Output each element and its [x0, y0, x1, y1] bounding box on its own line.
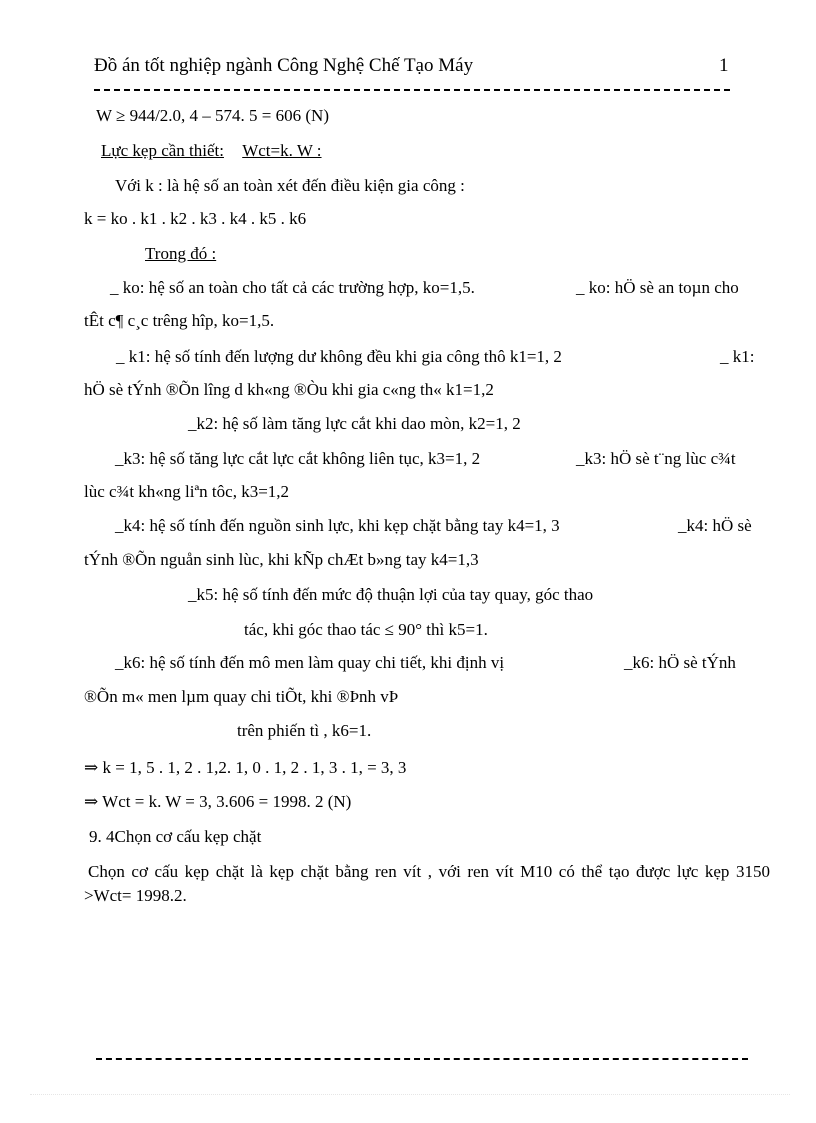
ko-description: _ ko: hệ số an toàn cho tất cả các trường hợp, ko=1,5. — [110, 278, 475, 297]
k5-description-cont: tác, khi góc thao tác ≤ 90° thì k5=1. — [244, 620, 488, 639]
k6-description-cont: trên phiến tì , k6=1. — [237, 721, 372, 740]
header-title: Đồ án tốt nghiệp ngành Công Nghệ Chế Tạo Máy — [94, 55, 474, 76]
k6-description: _k6: hệ số tính đến mô men làm quay chi tiết, khi định vị — [115, 653, 505, 672]
k1-description-legacy-cont: hÖ sè tÝnh ®Õn lîng d kh«ng ®Òu khi gia c«ng th« k1=1,2 — [84, 380, 494, 399]
safety-factor-formula: k = ko . k1 . k2 . k3 . k4 . k5 . k6 — [84, 209, 307, 228]
header-divider — [94, 89, 730, 91]
k2-description: _k2: hệ số làm tăng lực cắt khi dao mòn, k2=1, 2 — [188, 414, 521, 433]
section-heading-9-4: 9. 4Chọn cơ cấu kẹp chặt — [89, 827, 262, 846]
where-heading: Trong đó : — [145, 244, 217, 263]
k3-description-legacy: _k3: hÖ sè t¨ng lùc c¾t — [576, 449, 736, 468]
ko-description-legacy: _ ko: hÖ sè an toµn cho — [576, 278, 739, 297]
k6-description-legacy-cont: ®Õn m« men lµm quay chi tiÕt, khi ®Þnh vÞ — [84, 687, 399, 706]
k1-description-legacy: _ k1: — [720, 347, 755, 366]
wct-result: ⇒ Wct = k. W = 3, 3.606 = 1998. 2 (N) — [84, 792, 352, 811]
k5-description: _k5: hệ số tính đến mức độ thuận lợi của tay quay, góc thao — [188, 585, 594, 604]
k6-description-legacy: _k6: hÖ sè tÝnh — [624, 653, 736, 672]
equation-w: W ≥ 944/2.0, 4 – 574. 5 = 606 (N) — [96, 106, 329, 125]
k4-description-legacy-cont: tÝnh ®Õn nguån sinh lùc, khi kÑp chÆt b»ng tay k4=1,3 — [84, 550, 479, 569]
k-result: ⇒ k = 1, 5 . 1, 2 . 1,2. 1, 0 . 1, 2 . 1, 3 . 1, = 3, 3 — [84, 758, 407, 777]
k3-description-legacy-cont: lùc c¾t kh«ng liªn tôc, k3=1,2 — [84, 482, 290, 501]
clamping-force-formula: Wct=k. W : — [242, 141, 322, 160]
k1-description: _ k1: hệ số tính đến lượng dư không đều khi gia công thô k1=1, 2 — [116, 347, 562, 366]
clamping-force-label: Lực kẹp cần thiết: — [101, 141, 224, 160]
page-edge-line — [30, 1094, 790, 1095]
k4-description: _k4: hệ số tính đến nguồn sinh lực, khi kẹp chặt bằng tay k4=1, 3 — [115, 516, 560, 535]
safety-factor-intro: Với k : là hệ số an toàn xét đến điều kiện gia công : — [115, 176, 465, 195]
page-number: 1 — [719, 55, 729, 76]
clamping-force-heading — [101, 140, 322, 162]
footer-divider — [96, 1058, 748, 1060]
k4-description-legacy: _k4: hÖ sè — [678, 516, 752, 535]
conclusion-paragraph: Chọn cơ cấu kẹp chặt là kẹp chặt bằng ren vít , với ren vít M10 có thể tạo được lực kẹp 3150 >Wct= 1998.2. — [84, 862, 770, 905]
ko-description-legacy-cont: tÊt c¶ c¸c trêng hîp, ko=1,5. — [84, 311, 275, 330]
k3-description: _k3: hệ số tăng lực cắt lực cắt không liên tục, k3=1, 2 — [115, 449, 481, 468]
